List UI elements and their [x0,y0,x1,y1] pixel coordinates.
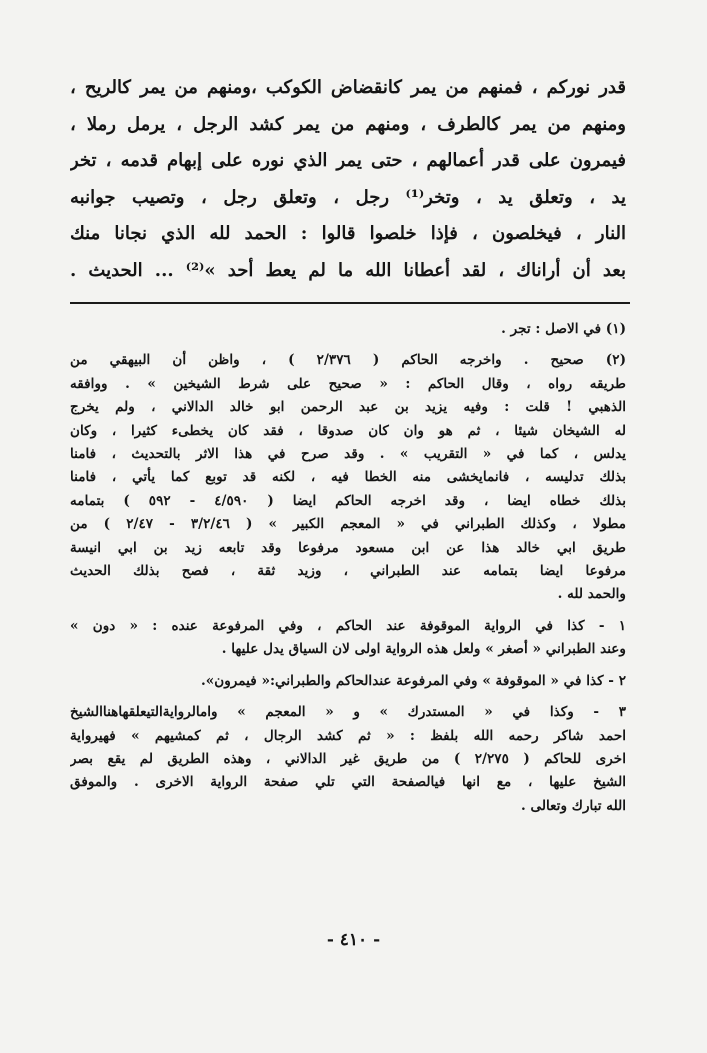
footnotes [70,318,626,818]
main-text-line: قدر نوركم ، فمنهم من يمر كانقضاض الكوكب ،ومنهم من يمر كالريح ، [70,77,626,98]
footnote-line: له الشيخان شيئا ، ثم هو وان كان صدوقا ، فقد كان يخطىء كثيرا ، وكان [70,422,626,439]
main-text [70,70,626,289]
footnote-gap [70,341,626,349]
footnote-line: الشيخ عليها ، مع انها فيالصفحة التي تلي صفحة الرواية الاخرى . والموفق [70,774,626,791]
footnote-gap [70,662,626,670]
footnote-line: طريقه رواه ، وقال الحاكم : « صحيح على شرط الشيخين » . ووافقه [70,375,626,392]
footnote-line: والحمد لله . [557,586,626,603]
footnote-line: بذلك خطاه ايضا ، وقد اخرجه الحاكم ايضا ( ٤/٥٩٠ - ٥٩٢ ) بتمامه [70,492,626,509]
footnote-line: ٣ - وكذا في « المستدرك » و « المعجم » وامالروايةالتيعلقهاهناالشيخ [70,704,626,721]
footnote-line: طريق ابي خالد هذا عن ابن مسعود مرفوعا وقد تابعه زيد بن ابي انيسة [70,539,626,556]
footnote-line: الله تبارك وتعالى . [521,797,626,814]
main-text-line: فيمرون على قدر أعمالهم ، حتى يمر الذي نوره على إبهام قدمه ، تخر [70,150,626,171]
main-text-line: يد ، وتعلق يد ، وتخر⁽¹⁾ رجل ، وتعلق رجل ، وتصيب جوانبه [70,186,626,208]
footnote-separator-line [70,302,630,304]
main-text-line: بعد أن أراناك ، لقد أعطانا الله ما لم يعط أحد »⁽²⁾ ... الحديث . [70,259,626,281]
footnote-line: ١ - كذا في الرواية الموقوفة عند الحاكم ، وفي المرفوعة عنده : « دون » [70,617,626,634]
main-text-line: ومنهم من يمر كالطرف ، ومنهم من يمر كشد الرجل ، يرمل رملا ، [70,113,626,135]
footnote-line: وعند الطبراني « أصغر » ولعل هذه الرواية اولى لان السياق يدل عليها . [221,641,626,658]
footnote-gap [70,693,626,701]
footnote-line: (٢) صحيح . واخرجه الحاكم ( ٢/٣٧٦ ) ، واظن أن البيهقي من [70,352,626,369]
main-text-line: النار ، فيخلصون ، فإذا خلصوا قالوا : الحمد لله الذي نجانا منك [70,223,626,244]
footnote-line: احمد شاكر رحمه الله بلفظ : « ثم كشد الرجال ، ثم كمشيهم » فهيرواية [70,727,626,744]
footnote-line: مرفوعا ايضا بتمامه عند الطبراني ، وزيد ثقة ، فصح بذلك الحديث [70,563,626,580]
page-number: - ٤١٠ - [326,930,381,950]
footnote-gap [70,607,626,615]
footnote-line: ٢ - كذا في « الموقوفة » وفي المرفوعة عندالحاكم والطبراني:« فيمرون». [201,672,626,689]
footnote-line: مطولا ، وكذلك الطبراني في « المعجم الكبير » ( ٣/٢/٤٦ - ٢/٤٧ ) من [70,516,626,533]
footnote-line: اخرى للحاكم ( ٢/٢٧٥ ) من طريق غير الدالاني ، وهذه الطريق لم يقع بصر [70,750,626,767]
footnote-line: بذلك تدليسه ، فانمايخشى منه الخطا فيه ، لكنه قد توبع كما يأتي ، فامنا [70,469,626,486]
footnote-line: (١) في الاصل : تجر . [501,321,626,337]
footnote-line: الذهبي ! قلت : وفيه يزيد بن عبد الرحمن ابو خالد الدالاني ، ولم يخرج [70,399,626,416]
footnote-line: يدلس ، كما في « التقريب » . وقد صرح في هذا الاثر بالتحديث ، فامنا [70,446,626,463]
